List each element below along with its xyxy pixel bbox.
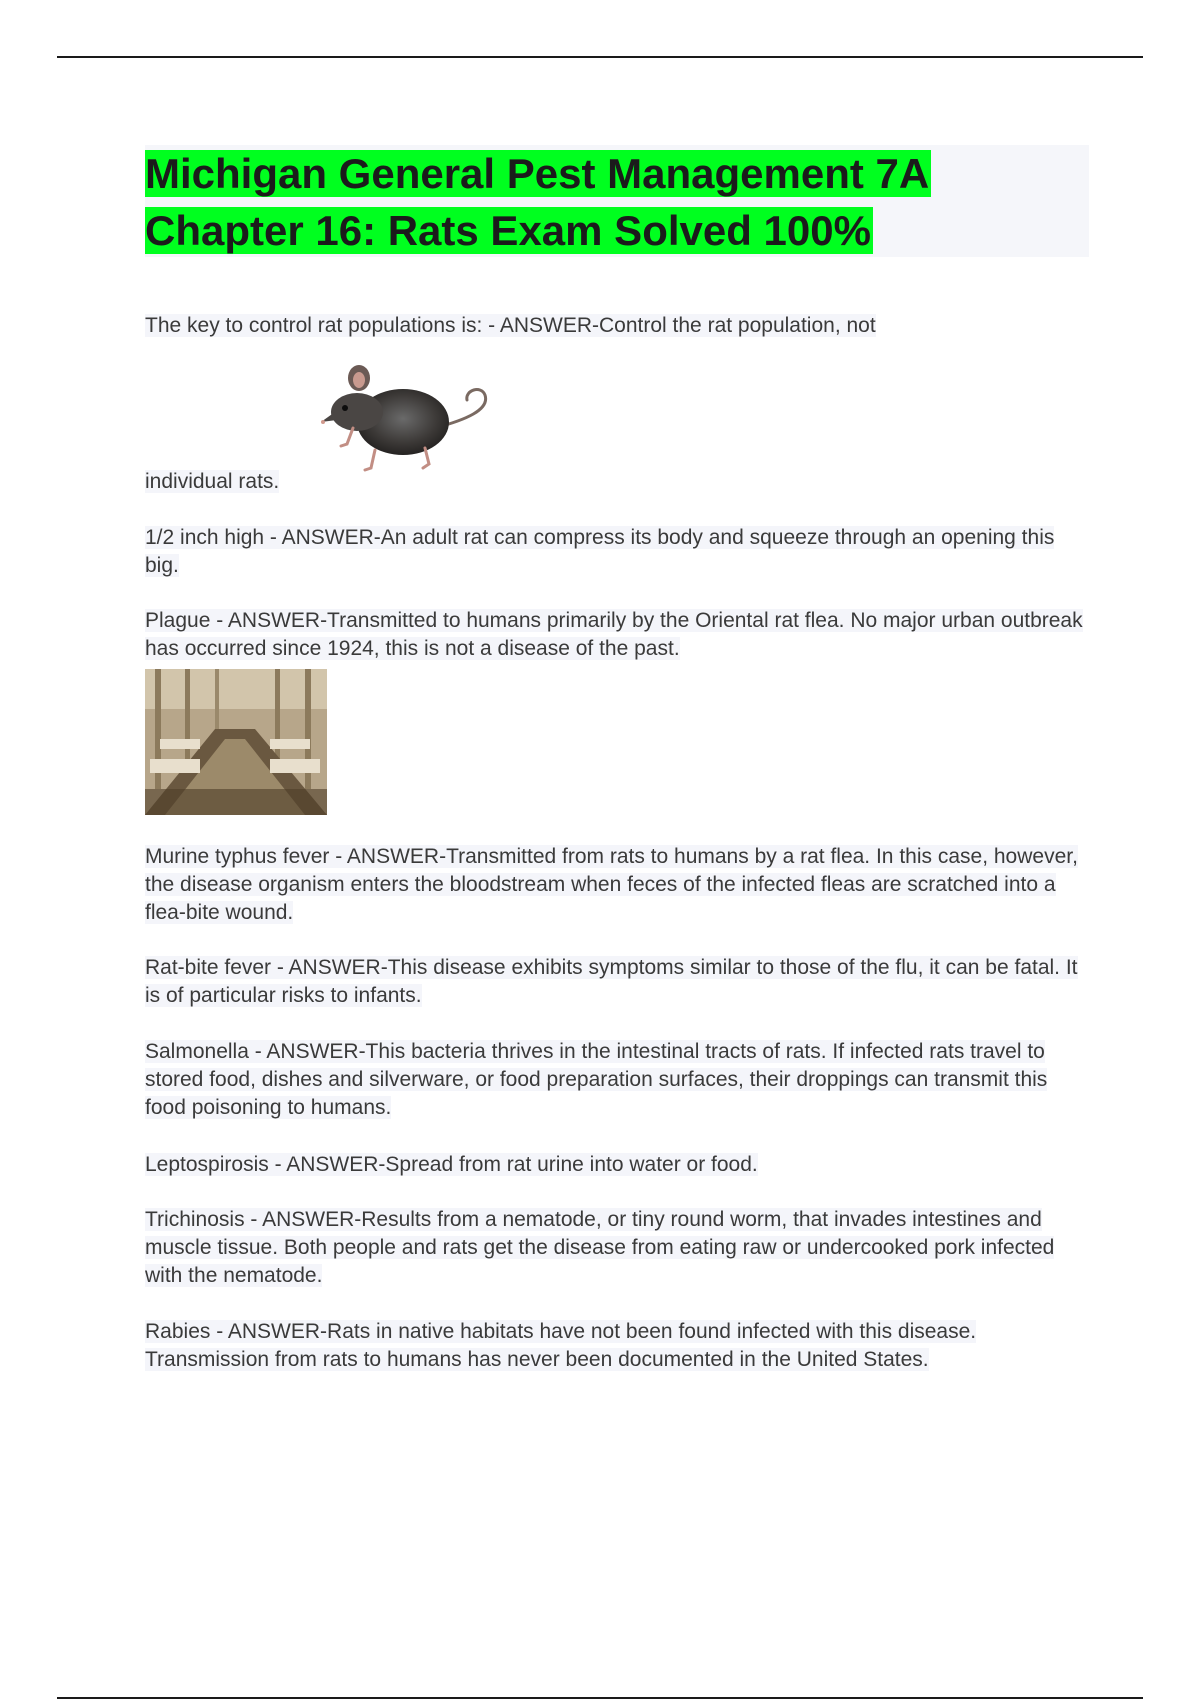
qa-text: Rat-bite fever - ANSWER-This disease exhibits symptoms similar to those of the flu, it can be fatal. It is of particular risks to infants.: [145, 956, 1078, 1007]
qa-text: Salmonella - ANSWER-This bacteria thrives in the intestinal tracts of rats. If infected rats travel to stored food, dishes and silverware, or food preparation surfaces, their droppings can transmit this food poisoning to humans.: [145, 1040, 1048, 1119]
qa-item-8: [145, 1206, 1085, 1290]
qa-item-9: [145, 1318, 1085, 1374]
qa-item-6: [145, 1038, 1085, 1122]
qa-text: Trichinosis - ANSWER-Results from a nematode, or tiny round worm, that invades intestines and muscle tissue. Both people and rats get the disease from eating raw or undercooked pork infected with the nematode.: [145, 1208, 1055, 1287]
bottom-rule: [57, 1697, 1143, 1699]
qa-item-2: [145, 524, 1085, 580]
qa-text: Leptospirosis - ANSWER-Spread from rat urine into water or food.: [145, 1153, 758, 1176]
qa-text: Plague - ANSWER-Transmitted to humans primarily by the Oriental rat flea. No major urban outbreak has occurred since 1924, this is not a disease of the past.: [145, 609, 1083, 660]
qa-item-1: [145, 312, 1085, 340]
title-line-2: Chapter 16: Rats Exam Solved 100%: [145, 207, 871, 254]
top-rule: [57, 56, 1143, 58]
qa-item-1-continued: [145, 468, 1085, 496]
page-title: [145, 145, 1089, 259]
qa-item-7: [145, 1151, 1085, 1179]
title-line-1: Michigan General Pest Management 7A: [145, 150, 930, 197]
qa-text: individual rats.: [145, 470, 280, 493]
qa-text: 1/2 inch high - ANSWER-An adult rat can compress its body and squeeze through an opening this big.: [145, 526, 1055, 577]
qa-item-5: [145, 954, 1085, 1010]
title-block: [145, 145, 1089, 257]
qa-text: The key to control rat populations is: - ANSWER-Control the rat population, not: [145, 314, 876, 337]
qa-item-3: [145, 607, 1085, 663]
plague-photo: [145, 669, 327, 815]
qa-item-4: [145, 843, 1085, 927]
qa-text: Rabies - ANSWER-Rats in native habitats have not been found infected with this disease. Transmission from rats to humans has never been documented in the United States.: [145, 1320, 977, 1371]
rat-image: [315, 350, 490, 480]
qa-text: Murine typhus fever - ANSWER-Transmitted from rats to humans by a rat flea. In this case, however, the disease organism enters the bloodstream when feces of the infected fleas are scratched into a flea-bite wound.: [145, 845, 1078, 924]
